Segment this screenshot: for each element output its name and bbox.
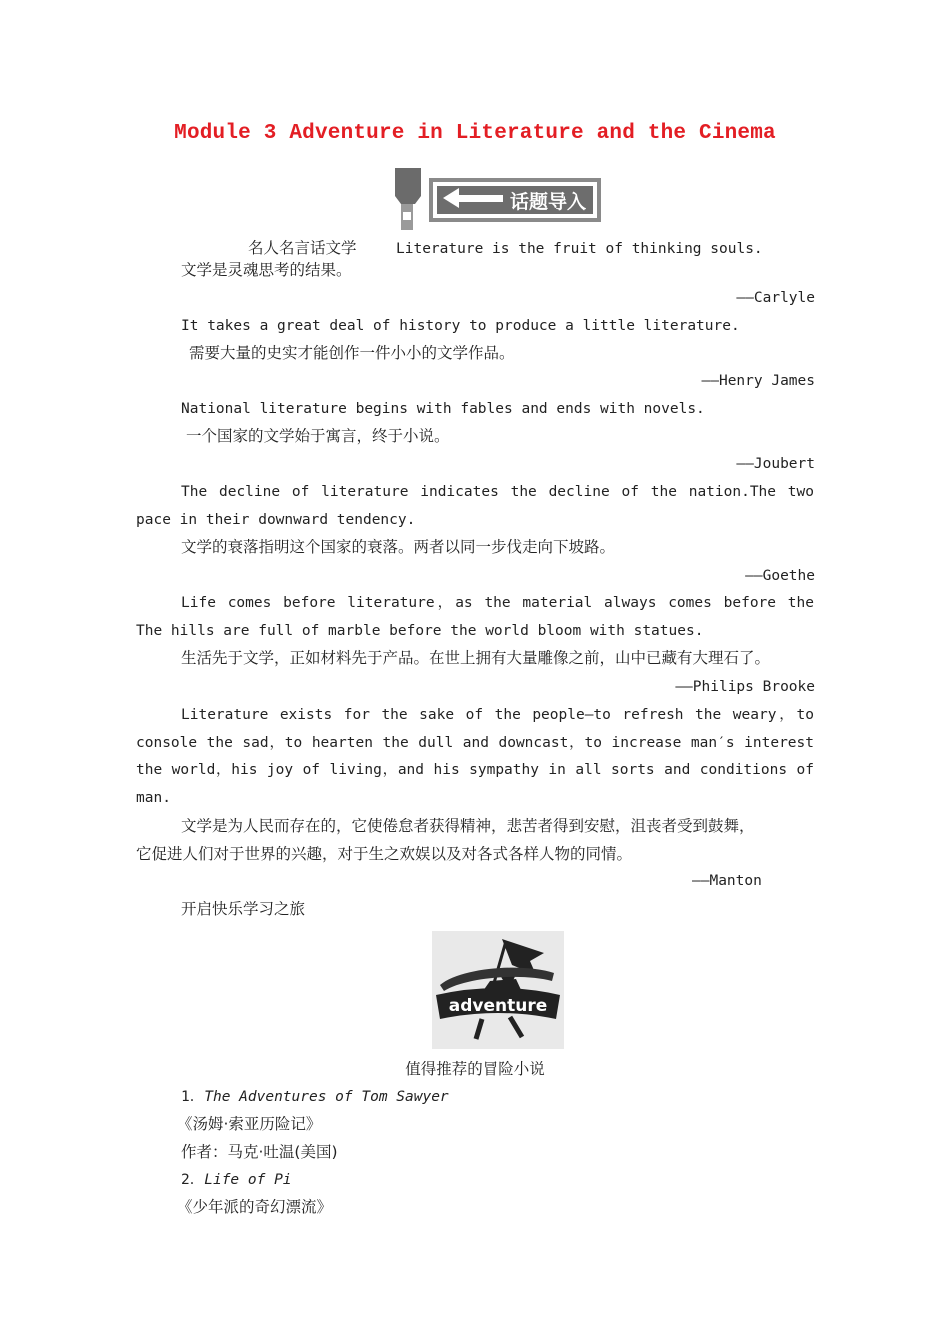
- quote-5-en-line-2: The hills are full of marble before the world bloom with statues.: [136, 623, 704, 639]
- quote-3-en: National literature begins with fables and ends with novels.: [181, 401, 705, 417]
- page-title: Module 3 Adventure in Literature and the Cinema: [174, 122, 776, 145]
- quote-6-cn-line-1: 文学是为人民而存在的，它使倦怠者获得精神，悲苦者得到安慰，沮丧者受到鼓舞，: [181, 817, 755, 835]
- pointing-hand-icon: [395, 168, 421, 204]
- quote-5-cn: 生活先于文学，正如材料先于产品。在世上拥有大量雕像之前，山中已藏有大理石了。: [181, 649, 771, 667]
- quote-5-en-line-1: Life comes before literature，as the material always comes before the: [181, 595, 814, 611]
- quote-6-en-line-2: console the sad，to hearten the dull and downcast，to increase man′s interest: [136, 735, 814, 751]
- quote-4-cn: 文学的衰落指明这个国家的衰落。两者以同一步伐走向下坡路。: [181, 538, 616, 556]
- quote-1-cn: 文学是灵魂思考的结果。: [181, 261, 352, 279]
- book-1-title: The Adventures of Tom Sawyer: [204, 1089, 449, 1105]
- recommend-heading: 值得推荐的冒险小说: [405, 1060, 545, 1078]
- quote-6-en-line-1: Literature exists for the sake of the people—to refresh the weary，to: [181, 707, 814, 723]
- quote-2-author: ——Henry James: [701, 373, 815, 389]
- quote-2-cn: 需要大量的史实才能创作一件小小的文学作品。: [189, 344, 515, 362]
- first-quote: Literature is the fruit of thinking souls.: [396, 241, 763, 257]
- quote-4-en-line-2: pace in their downward tendency.: [136, 512, 416, 528]
- book-2-cn-title: 《少年派的奇幻漂流》: [177, 1198, 333, 1216]
- book-1-cn-title: 《汤姆·索亚历险记》: [177, 1115, 322, 1133]
- adventure-logo-image: [432, 931, 564, 1049]
- quote-4-author: ——Goethe: [745, 568, 815, 584]
- intro-heading: 名人名言话文学: [248, 239, 357, 257]
- topic-intro-banner: [393, 168, 603, 234]
- quote-3-author: ——Joubert: [736, 456, 815, 472]
- quote-1-author: ——Carlyle: [736, 290, 815, 306]
- banner-label: 话题导入: [509, 191, 587, 213]
- quote-6-en-line-4: man.: [136, 790, 171, 806]
- book-1-author: 作者：马克·吐温(美国): [181, 1143, 338, 1161]
- book-2-title: Life of Pi: [204, 1172, 292, 1188]
- quote-6-en-line-3: the world，his joy of living，and his sympathy in all sorts and conditions of: [136, 762, 814, 778]
- book-1: [181, 1087, 449, 1107]
- quote-4-en-line-1: The decline of literature indicates the decline of the nation.The two: [181, 484, 814, 500]
- book-2: [181, 1170, 292, 1190]
- book-2-number: 2．: [181, 1172, 205, 1188]
- quote-6-cn-line-2: 它促进人们对于世界的兴趣，对于生之欢娱以及对各式各样人物的同情。: [136, 845, 633, 863]
- book-1-number: 1．: [181, 1089, 205, 1105]
- journey-heading: 开启快乐学习之旅: [181, 900, 306, 918]
- quote-5-author: ——Philips Brooke: [675, 679, 815, 695]
- quote-3-cn: 一个国家的文学始于寓言，终于小说。: [186, 427, 450, 445]
- quote-2-en: It takes a great deal of history to produce a little literature.: [181, 318, 740, 334]
- adventure-logo-text: adventure: [448, 996, 548, 1016]
- quote-6-author: ——Manton: [692, 873, 762, 889]
